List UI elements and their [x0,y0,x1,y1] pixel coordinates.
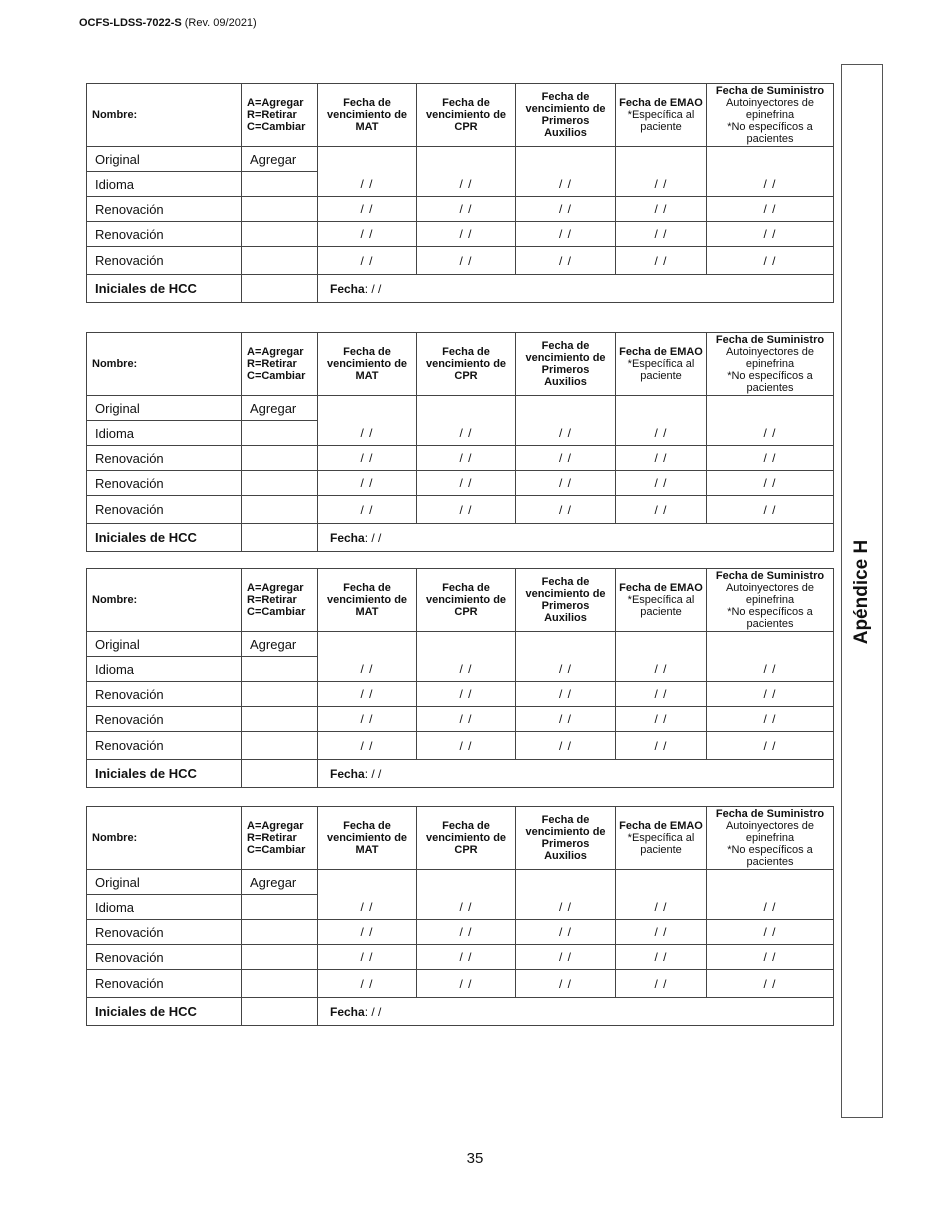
header-line: MAT [355,370,379,382]
header-line: R=Retirar [247,594,297,606]
name-header: Nombre: [87,807,242,870]
date-field[interactable]: / / [417,682,516,707]
table-row [87,496,834,524]
initials-label: Iniciales de HCC [87,998,242,1026]
date-field[interactable]: / / [318,895,417,920]
header-line: CPR [454,121,478,133]
appendix-tab [841,64,883,1118]
header-line: Fecha de [343,97,391,109]
cpr-header [417,569,516,632]
header-line: Primeros [541,364,590,376]
header-line: vencimiento de [425,358,507,370]
table-row [87,707,834,732]
date-field[interactable]: / / [516,247,616,275]
header-line: MAT [355,844,379,856]
header-row [87,333,834,396]
date-field[interactable]: / / [318,945,417,970]
date-field[interactable]: / / [417,970,516,998]
table-row [87,657,834,682]
date-field[interactable]: / / [707,970,834,998]
date-field[interactable]: / / [616,197,707,222]
header-line: vencimiento de [326,358,408,370]
table-row [87,895,834,920]
date-field[interactable]: / / [616,247,707,275]
initials-label: Iniciales de HCC [87,524,242,552]
header-line: C=Cambiar [247,844,306,856]
code-header [242,333,318,396]
table-row [87,760,834,788]
mat-header [318,333,417,396]
table-row [87,870,834,895]
date-field[interactable]: / / [616,471,707,496]
header-line: Fecha de [343,820,391,832]
code-header [242,84,318,147]
table-row [87,197,834,222]
table-row [87,732,834,760]
header-line: Fecha de [541,576,590,588]
cpr-header [417,807,516,870]
row-label: Renovación [87,222,242,247]
code-field[interactable] [242,707,318,732]
name-header: Nombre: [87,84,242,147]
code-field[interactable] [242,172,318,197]
date-field[interactable]: / / [516,732,616,760]
header-line: vencimiento de [425,594,507,606]
table-row [87,275,834,303]
date-field[interactable]: / / [616,496,707,524]
date-field[interactable]: / / [616,920,707,945]
row-label: Renovación [87,197,242,222]
initials-field[interactable] [242,760,318,788]
code-field[interactable] [242,197,318,222]
date-field[interactable]: / / [516,197,616,222]
header-line: Fecha de [442,97,490,109]
fecha-field[interactable]: Fecha: / / [318,760,834,788]
initials-field[interactable] [242,524,318,552]
date-field[interactable]: / / [707,496,834,524]
mat-header [318,807,417,870]
date-field[interactable]: / / [707,222,834,247]
code-field[interactable] [242,496,318,524]
table-row [87,247,834,275]
certification-table [86,332,834,552]
header-line: Fecha de [442,346,490,358]
header-row [87,84,834,147]
header-line: Fecha de [442,820,490,832]
date-field[interactable]: / / [417,657,516,682]
row-label: Renovación [87,471,242,496]
date-field[interactable]: / / [417,222,516,247]
date-field[interactable]: / / [318,707,417,732]
cpr-header [417,333,516,396]
header-row [87,569,834,632]
date-field[interactable]: / / [417,471,516,496]
date-field[interactable]: / / [516,945,616,970]
header-line: vencimiento de [525,826,606,838]
code-field[interactable] [242,970,318,998]
table-row [87,396,834,421]
emao-header: Fecha de EMAO *Específica al paciente [616,569,707,632]
header-line: Fecha de [541,340,590,352]
date-field[interactable]: / / [417,421,516,446]
code-field[interactable]: Agregar [242,632,318,657]
date-field[interactable]: / / [417,496,516,524]
date-field[interactable]: / / [417,732,516,760]
emao-header: Fecha de EMAO *Específica al paciente [616,807,707,870]
date-field[interactable]: / / [707,172,834,197]
header-row [87,807,834,870]
header-line: vencimiento de [326,594,408,606]
code-field[interactable] [242,682,318,707]
date-field[interactable]: / / [318,970,417,998]
mat-header [318,569,417,632]
date-field[interactable]: / / [318,247,417,275]
supply-header: Fecha de Suministro Autoinyectores de epinefrina *No específicos a pacientes [707,333,834,396]
appendix-label: Apéndice H [851,539,872,645]
date-field[interactable]: / / [516,421,616,446]
header-line: CPR [454,370,478,382]
row-label: Renovación [87,732,242,760]
header-line: Autoinyectores de [725,582,815,594]
row-label: Original [87,396,242,421]
date-field[interactable]: / / [417,895,516,920]
date-field[interactable]: / / [707,197,834,222]
header-line: pacientes [746,382,794,394]
code-field[interactable] [242,421,318,446]
header-line: R=Retirar [247,109,297,121]
header-line: vencimiento de [525,588,606,600]
form-revision: (Rev. 09/2021) [184,17,257,29]
code-field[interactable] [242,446,318,471]
page-number: 35 [466,1150,484,1167]
header-line: epinefrina [745,594,795,606]
header-line: vencimiento de [425,109,507,121]
form-number: OCFS-LDSS-7022-S [79,17,182,29]
initials-label: Iniciales de HCC [87,275,242,303]
date-field[interactable]: / / [318,222,417,247]
date-field[interactable]: / / [616,732,707,760]
header-line: Fecha de [541,91,590,103]
code-field[interactable] [242,222,318,247]
header-line: *No específicos a [727,121,813,133]
date-field[interactable]: / / [417,707,516,732]
mat-header [318,84,417,147]
row-label: Original [87,632,242,657]
first-aid-header [516,569,616,632]
header-line: A=Agregar [247,582,304,594]
row-label: Renovación [87,707,242,732]
code-header [242,807,318,870]
date-field[interactable]: / / [318,496,417,524]
row-label: Renovación [87,945,242,970]
date-field[interactable]: / / [707,682,834,707]
code-field[interactable] [242,895,318,920]
table-row [87,471,834,496]
initials-field[interactable] [242,998,318,1026]
code-field[interactable]: Agregar [242,147,318,172]
code-field[interactable] [242,732,318,760]
header-line: vencimiento de [525,103,606,115]
row-label: Renovación [87,682,242,707]
header-line: *No específicos a [727,370,813,382]
header-line: MAT [355,121,379,133]
header-line: CPR [454,844,478,856]
code-field[interactable] [242,657,318,682]
date-field[interactable]: / / [616,172,707,197]
emao-header: Fecha de EMAO *Específica al paciente [616,84,707,147]
header-line: Auxilios [544,850,587,862]
emao-header: Fecha de EMAO *Específica al paciente [616,333,707,396]
header-line: Primeros [541,838,590,850]
date-field[interactable]: / / [417,446,516,471]
date-field[interactable]: / / [417,945,516,970]
table-row [87,524,834,552]
header-line: Fecha de [442,582,490,594]
header-line: vencimiento de [326,109,408,121]
date-field[interactable]: / / [318,172,417,197]
header-line: Fecha de [541,814,590,826]
code-field[interactable] [242,920,318,945]
certification-table [86,83,834,303]
header-line: Autoinyectores de [725,820,815,832]
date-field[interactable]: / / [616,682,707,707]
row-label: Renovación [87,496,242,524]
header-line: Auxilios [544,376,587,388]
date-field[interactable]: / / [516,222,616,247]
certification-table [86,806,834,1026]
date-field[interactable]: / / [318,197,417,222]
date-field[interactable]: / / [516,172,616,197]
header-line: C=Cambiar [247,606,306,618]
date-field[interactable]: / / [616,222,707,247]
supply-header: Fecha de Suministro Autoinyectores de epinefrina *No específicos a pacientes [707,569,834,632]
date-field[interactable]: / / [318,920,417,945]
date-field[interactable]: / / [616,970,707,998]
table-row [87,998,834,1026]
date-field[interactable]: / / [707,732,834,760]
date-field[interactable]: / / [318,446,417,471]
header-line: A=Agregar [247,346,304,358]
date-field[interactable]: / / [616,421,707,446]
header-line: Auxilios [544,612,587,624]
row-label: Renovación [87,247,242,275]
date-field[interactable]: / / [516,895,616,920]
date-field[interactable]: / / [707,247,834,275]
date-field[interactable]: / / [516,496,616,524]
code-field[interactable] [242,471,318,496]
header-line: C=Cambiar [247,121,306,133]
date-field[interactable]: / / [516,657,616,682]
code-field[interactable] [242,247,318,275]
date-field[interactable]: / / [707,471,834,496]
code-header [242,569,318,632]
date-field[interactable]: / / [417,172,516,197]
date-field[interactable]: / / [707,920,834,945]
date-field[interactable]: / / [616,707,707,732]
date-field[interactable]: / / [417,247,516,275]
date-field[interactable]: / / [318,421,417,446]
header-line: Primeros [541,600,590,612]
date-field[interactable]: / / [318,732,417,760]
date-field[interactable]: / / [516,682,616,707]
date-field[interactable]: / / [516,707,616,732]
header-line: pacientes [746,856,794,868]
initials-label: Iniciales de HCC [87,760,242,788]
name-header: Nombre: [87,333,242,396]
table-row [87,222,834,247]
table-row [87,172,834,197]
code-field[interactable]: Agregar [242,396,318,421]
code-field[interactable] [242,945,318,970]
row-label: Idioma [87,895,242,920]
header-line: Autoinyectores de [725,97,815,109]
header-line: A=Agregar [247,97,304,109]
table-row [87,945,834,970]
header-line: CPR [454,606,478,618]
date-field[interactable]: / / [707,945,834,970]
form-code [79,17,257,29]
row-label: Original [87,870,242,895]
date-field[interactable]: / / [516,446,616,471]
table-row [87,421,834,446]
row-label: Renovación [87,970,242,998]
date-field[interactable]: / / [516,471,616,496]
date-field[interactable]: / / [318,471,417,496]
initials-field[interactable] [242,275,318,303]
supply-header: Fecha de Suministro Autoinyectores de epinefrina *No específicos a pacientes [707,807,834,870]
date-field[interactable]: / / [707,707,834,732]
table-row [87,446,834,471]
date-field[interactable]: / / [616,895,707,920]
code-field[interactable]: Agregar [242,870,318,895]
header-line: vencimiento de [525,352,606,364]
header-line: vencimiento de [425,832,507,844]
supply-header: Fecha de Suministro Autoinyectores de epinefrina *No específicos a pacientes [707,84,834,147]
table-row [87,632,834,657]
date-field[interactable]: / / [707,657,834,682]
certification-table [86,568,834,788]
date-field[interactable]: / / [616,446,707,471]
header-line: R=Retirar [247,358,297,370]
date-field[interactable]: / / [516,970,616,998]
table-row [87,970,834,998]
header-line: MAT [355,606,379,618]
first-aid-header [516,84,616,147]
header-line: pacientes [746,618,794,630]
row-label: Original [87,147,242,172]
header-line: Fecha de [343,346,391,358]
header-line: epinefrina [745,109,795,121]
header-line: C=Cambiar [247,370,306,382]
header-line: R=Retirar [247,832,297,844]
fecha-field[interactable]: Fecha: / / [318,275,834,303]
date-field[interactable]: / / [417,920,516,945]
date-field[interactable]: / / [318,682,417,707]
table-row [87,920,834,945]
table-row [87,682,834,707]
header-line: Fecha de [343,582,391,594]
date-field[interactable]: / / [616,945,707,970]
fecha-field[interactable]: Fecha: / / [318,524,834,552]
header-line: A=Agregar [247,820,304,832]
date-field[interactable]: / / [707,895,834,920]
row-label: Idioma [87,421,242,446]
date-field[interactable]: / / [707,421,834,446]
date-field[interactable]: / / [417,197,516,222]
header-line: *No específicos a [727,844,813,856]
cpr-header [417,84,516,147]
date-field[interactable]: / / [707,446,834,471]
row-label: Renovación [87,920,242,945]
header-line: pacientes [746,133,794,145]
fecha-field[interactable]: Fecha: / / [318,998,834,1026]
header-line: Auxilios [544,127,587,139]
header-line: Primeros [541,115,590,127]
date-field[interactable]: / / [318,657,417,682]
header-line: vencimiento de [326,832,408,844]
header-line: epinefrina [745,832,795,844]
first-aid-header [516,807,616,870]
name-header: Nombre: [87,569,242,632]
date-field[interactable]: / / [616,657,707,682]
row-label: Renovación [87,446,242,471]
row-label: Idioma [87,657,242,682]
row-label: Idioma [87,172,242,197]
first-aid-header [516,333,616,396]
table-row [87,147,834,172]
date-field[interactable]: / / [516,920,616,945]
header-line: Autoinyectores de [725,346,815,358]
header-line: *No específicos a [727,606,813,618]
header-line: epinefrina [745,358,795,370]
